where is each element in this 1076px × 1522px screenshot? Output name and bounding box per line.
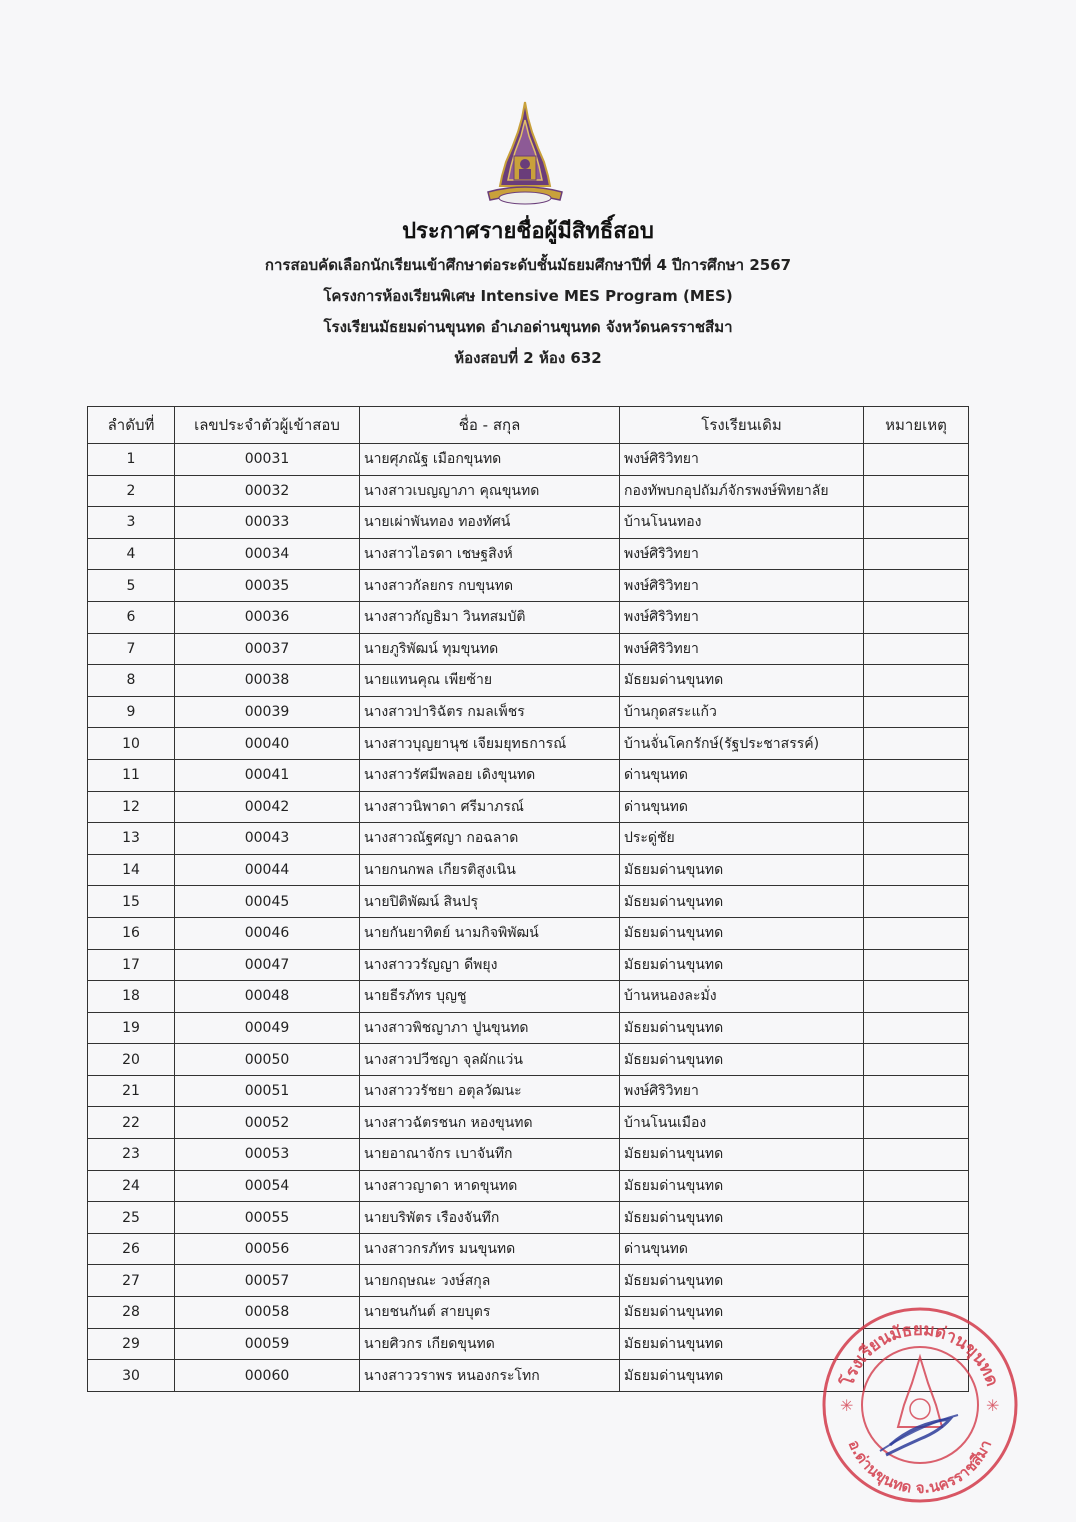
cell-name: นางสาววรัญญา ดีพยุง [360,949,620,981]
cell-name: นางสาวนิพาดา ศรีมาภรณ์ [360,791,620,823]
cell-order: 12 [88,791,175,823]
cell-candidate-id: 00049 [175,1012,360,1044]
table-row [88,791,969,823]
cell-name: นางสาวรัศมีพลอย เดิงขุนทด [360,759,620,791]
cell-order: 19 [88,1012,175,1044]
cell-order: 5 [88,570,175,602]
table-row [88,854,969,886]
svg-text:✳: ✳ [986,1396,1000,1415]
cell-former-school: มัธยมด่านขุนทด [620,1139,864,1171]
cell-former-school: พงษ์ศิริวิทยา [620,444,864,476]
table-row [88,1107,969,1139]
table-row [88,886,969,918]
cell-candidate-id: 00040 [175,728,360,760]
table-row [88,1202,969,1234]
cell-name: นายเผ่าพันทอง ทองทัศน์ [360,507,620,539]
cell-candidate-id: 00039 [175,696,360,728]
cell-order: 21 [88,1075,175,1107]
table-row [88,759,969,791]
cell-remarks [864,633,969,665]
cell-order: 6 [88,601,175,633]
cell-former-school: มัธยมด่านขุนทด [620,1360,864,1392]
cell-name: นางสาวญาดา หาดขุนทด [360,1170,620,1202]
cell-remarks [864,444,969,476]
program-name: โครงการห้องเรียนพิเศษ Intensive MES Program (MES) [323,287,733,305]
cell-order: 4 [88,538,175,570]
cell-former-school: มัธยมด่านขุนทด [620,854,864,886]
cell-candidate-id: 00037 [175,633,360,665]
cell-name: นางสาวกัญธิมา วินทสมบัติ [360,601,620,633]
cell-former-school: มัธยมด่านขุนทด [620,917,864,949]
cell-former-school: ประดู่ชัย [620,823,864,855]
table-row [88,538,969,570]
cell-candidate-id: 00041 [175,759,360,791]
school-emblem-logo [484,100,566,212]
cell-order: 26 [88,1233,175,1265]
cell-name: นางสาวปาริฉัตร กมลเพ็ชร [360,696,620,728]
cell-former-school: กองทัพบกอุปถัมภ์จักรพงษ์พิทยาลัย [620,475,864,507]
school-official-stamp [820,1305,1020,1505]
cell-order: 10 [88,728,175,760]
svg-text:✳: ✳ [840,1396,854,1415]
cell-order: 8 [88,665,175,697]
cell-name: นางสาวกัลยกร กบขุนทด [360,570,620,602]
table-row [88,601,969,633]
cell-name: นายกนกพล เกียรติสูงเนิน [360,854,620,886]
table-row [88,823,969,855]
cell-name: นายบริพัตร เรืองจันทึก [360,1202,620,1234]
table-row [88,1075,969,1107]
cell-former-school: พงษ์ศิริวิทยา [620,601,864,633]
cell-remarks [864,601,969,633]
cell-former-school: บ้านจั่นโคกรักษ์(รัฐประชาสรรค์) [620,728,864,760]
cell-remarks [864,917,969,949]
cell-candidate-id: 00057 [175,1265,360,1297]
table-row [88,1170,969,1202]
cell-order: 7 [88,633,175,665]
cell-order: 16 [88,917,175,949]
table-row [88,917,969,949]
cell-former-school: มัธยมด่านขุนทด [620,1265,864,1297]
cell-name: นายภูริพัฒน์ ทุมขุนทด [360,633,620,665]
table-row [88,949,969,981]
cell-former-school: มัธยมด่านขุนทด [620,1202,864,1234]
cell-candidate-id: 00042 [175,791,360,823]
stamp-text-bottom: อ.ด่านขุนทด จ.นครราชสีมา [844,1437,996,1498]
cell-former-school: มัธยมด่านขุนทด [620,949,864,981]
cell-candidate-id: 00060 [175,1360,360,1392]
cell-remarks [864,823,969,855]
cell-remarks [864,1233,969,1265]
page-title: ประกาศรายชื่อผู้มีสิทธิ์สอบ [402,219,654,244]
cell-name: นายแทนคุณ เพียซ้าย [360,665,620,697]
cell-former-school: มัธยมด่านขุนทด [620,1012,864,1044]
cell-former-school: บ้านหนองละมั่ง [620,981,864,1013]
cell-candidate-id: 00056 [175,1233,360,1265]
cell-candidate-id: 00033 [175,507,360,539]
cell-former-school: พงษ์ศิริวิทยา [620,633,864,665]
cell-former-school: พงษ์ศิริวิทยา [620,570,864,602]
column-header-candidate-id: เลขประจำตัวผู้เข้าสอบ [175,407,360,444]
cell-order: 18 [88,981,175,1013]
cell-candidate-id: 00050 [175,1044,360,1076]
cell-order: 1 [88,444,175,476]
table-row [88,665,969,697]
cell-name: นางสาววรัชยา อตุลวัฒนะ [360,1075,620,1107]
cell-name: นางสาวปวีชญา จุลผักแว่น [360,1044,620,1076]
cell-name: นางสาววราพร หนองกระโทก [360,1360,620,1392]
cell-candidate-id: 00048 [175,981,360,1013]
candidate-table [87,406,969,1392]
cell-remarks [864,886,969,918]
cell-candidate-id: 00036 [175,601,360,633]
cell-order: 3 [88,507,175,539]
cell-name: นายอาณาจักร เบาจันทึก [360,1139,620,1171]
stamp-text-top: โรงเรียนมัธยมด่านขุนทด [837,1319,1003,1389]
cell-candidate-id: 00046 [175,917,360,949]
cell-order: 28 [88,1297,175,1329]
table-row [88,507,969,539]
cell-former-school: บ้านโนนเมือง [620,1107,864,1139]
cell-order: 13 [88,823,175,855]
cell-candidate-id: 00053 [175,1139,360,1171]
school-name: โรงเรียนมัธยมด่านขุนทด อำเภอด่านขุนทด จังหวัดนครราชสีมา [323,318,733,336]
cell-former-school: มัธยมด่านขุนทด [620,1044,864,1076]
cell-remarks [864,1139,969,1171]
cell-candidate-id: 00034 [175,538,360,570]
cell-name: นายกฤษณะ วงษ์สกุล [360,1265,620,1297]
table-row [88,1233,969,1265]
cell-candidate-id: 00031 [175,444,360,476]
cell-remarks [864,791,969,823]
exam-description: การสอบคัดเลือกนักเรียนเข้าศึกษาต่อระดับชั้นมัธยมศึกษาปีที่ 4 ปีการศึกษา 2567 [264,256,792,274]
cell-remarks [864,570,969,602]
cell-name: นางสาวไอรดา เชษฐสิงห์ [360,538,620,570]
table-row [88,633,969,665]
cell-remarks [864,854,969,886]
cell-remarks [864,696,969,728]
cell-candidate-id: 00032 [175,475,360,507]
cell-order: 17 [88,949,175,981]
cell-name: นายกันยาทิตย์ นามกิจพิพัฒน์ [360,917,620,949]
cell-candidate-id: 00052 [175,1107,360,1139]
cell-remarks [864,538,969,570]
cell-candidate-id: 00047 [175,949,360,981]
cell-order: 23 [88,1139,175,1171]
cell-candidate-id: 00043 [175,823,360,855]
cell-remarks [864,1075,969,1107]
column-header-remarks: หมายเหตุ [864,407,969,444]
cell-former-school: มัธยมด่านขุนทด [620,1297,864,1329]
cell-name: นางสาวบุญยานุช เจียมยุทธการณ์ [360,728,620,760]
cell-order: 9 [88,696,175,728]
cell-former-school: พงษ์ศิริวิทยา [620,1075,864,1107]
cell-candidate-id: 00051 [175,1075,360,1107]
column-header-former-school: โรงเรียนเดิม [620,407,864,444]
cell-order: 27 [88,1265,175,1297]
table-row [88,570,969,602]
cell-candidate-id: 00059 [175,1328,360,1360]
cell-former-school: ด่านขุนทด [620,791,864,823]
cell-order: 20 [88,1044,175,1076]
cell-remarks [864,1170,969,1202]
cell-order: 30 [88,1360,175,1392]
cell-remarks [864,949,969,981]
cell-name: นายชนกันต์ สายบุตร [360,1297,620,1329]
cell-former-school: บ้านกุดสระแก้ว [620,696,864,728]
cell-order: 14 [88,854,175,886]
cell-order: 2 [88,475,175,507]
table-row [88,1139,969,1171]
cell-order: 25 [88,1202,175,1234]
svg-text:อ.ด่านขุนทด จ.นครราชสีมา [845,1437,996,1497]
cell-name: นายศุภณัฐ เมือกขุนทด [360,444,620,476]
cell-name: นายศิวกร เกียดขุนทด [360,1328,620,1360]
cell-remarks [864,1012,969,1044]
exam-room: ห้องสอบที่ 2 ห้อง 632 [454,349,602,367]
cell-order: 15 [88,886,175,918]
cell-name: นางสาวฉัตรชนก หองขุนทด [360,1107,620,1139]
cell-name: นางสาวณัฐศญา กอฉลาด [360,823,620,855]
cell-former-school: ด่านขุนทด [620,759,864,791]
cell-remarks [864,1044,969,1076]
cell-remarks [864,759,969,791]
cell-former-school: ด่านขุนทด [620,1233,864,1265]
cell-candidate-id: 00044 [175,854,360,886]
column-header-name: ชื่อ - สกุล [360,407,620,444]
cell-name: นางสาวพิชญาภา ปูนขุนทด [360,1012,620,1044]
cell-name: นายปิติพัฒน์ สินปรุ [360,886,620,918]
cell-order: 24 [88,1170,175,1202]
cell-remarks [864,507,969,539]
cell-remarks [864,728,969,760]
cell-former-school: มัธยมด่านขุนทด [620,1328,864,1360]
cell-remarks [864,981,969,1013]
table-row [88,981,969,1013]
cell-former-school: มัธยมด่านขุนทด [620,886,864,918]
cell-remarks [864,1265,969,1297]
cell-candidate-id: 00038 [175,665,360,697]
announcement-header [0,214,1056,374]
cell-remarks [864,665,969,697]
cell-candidate-id: 00055 [175,1202,360,1234]
table-header-row [88,407,969,444]
cell-candidate-id: 00054 [175,1170,360,1202]
cell-name: นายธีรภัทร บุญชู [360,981,620,1013]
cell-remarks [864,1107,969,1139]
cell-former-school: บ้านโนนทอง [620,507,864,539]
cell-candidate-id: 00045 [175,886,360,918]
table-row [88,696,969,728]
cell-remarks [864,475,969,507]
cell-candidate-id: 00058 [175,1297,360,1329]
cell-order: 22 [88,1107,175,1139]
column-header-order: ลำดับที่ [88,407,175,444]
cell-order: 29 [88,1328,175,1360]
cell-candidate-id: 00035 [175,570,360,602]
table-row [88,1012,969,1044]
cell-name: นางสาวกรภัทร มนขุนทด [360,1233,620,1265]
cell-former-school: พงษ์ศิริวิทยา [620,538,864,570]
cell-former-school: มัธยมด่านขุนทด [620,1170,864,1202]
table-row [88,444,969,476]
table-row [88,1044,969,1076]
cell-remarks [864,1202,969,1234]
table-row [88,475,969,507]
table-row [88,1265,969,1297]
cell-former-school: มัธยมด่านขุนทด [620,665,864,697]
cell-name: นางสาวเบญญาภา คุณขุนทด [360,475,620,507]
cell-order: 11 [88,759,175,791]
table-row [88,728,969,760]
